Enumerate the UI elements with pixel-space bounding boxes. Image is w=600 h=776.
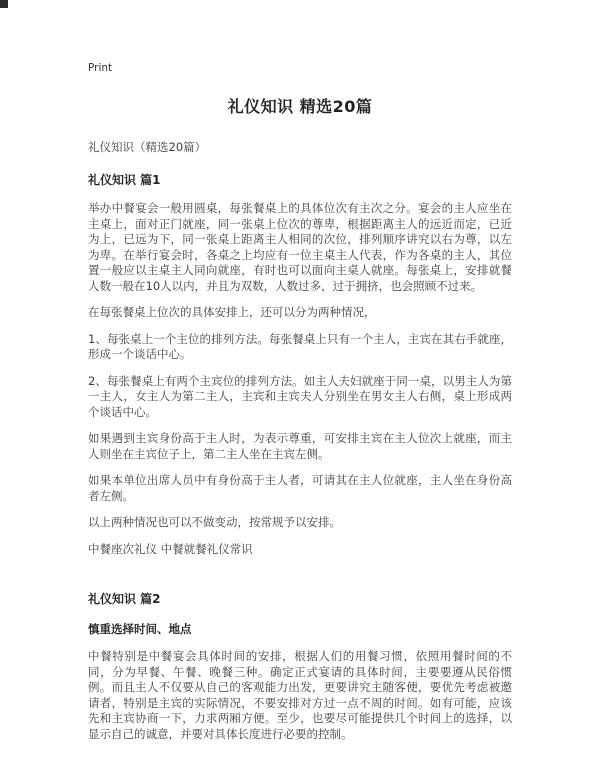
paragraph: 如果遇到主宾身份高于主人时，为表示尊重，可安排主宾在主人位次上就座，而主人则坐在主宾位子上，第二主人坐在主宾左侧。 bbox=[88, 431, 512, 461]
section2-heading: 礼仪知识 篇2 bbox=[88, 592, 161, 606]
paragraph: 在每张餐桌上位次的具体安排上，还可以分为两种情况， bbox=[88, 305, 376, 319]
paragraph: 2、每张餐桌上有两个主宾位的排列方法。如主人夫妇就座于同一桌，以男主人为第一主人，女主人为第二主人，主宾和主宾夫人分别坐在男女主人右侧，桌上形成两个谈话中心。 bbox=[88, 373, 512, 419]
corner-mark bbox=[0, 0, 8, 8]
paragraph: 中餐座次礼仪 中餐就餐礼仪常识 bbox=[88, 541, 253, 556]
paragraph: 举办中餐宴会一般用圆桌，每张餐桌上的具体位次有主次之分。宴会的主人应坐在主桌上，面对正门就座，同一张桌上位次的尊卑，根据距离主人的远近而定，已近为上，已远为下，同一张桌上距离主人相同的次位，排列顺序讲究以右为尊，以左为卑。在举行宴会时，各桌之上均应有一位主桌主人代表，作为各桌的主人，其位置一般应以主桌主人同向就座，有时也可以面向主桌人就座。每张桌上，安排就餐人数一般在10人以内，并且为双数，人数过多，过于拥挤，也会照顾不过来。 bbox=[88, 201, 512, 293]
paragraph: 如果本单位出席人员中有身份高于主人者，可请其在主人位就座，主人坐在身份高者左侧。 bbox=[88, 473, 512, 503]
section2-subheading: 慎重选择时间、地点 bbox=[88, 622, 192, 636]
section1-heading: 礼仪知识 篇1 bbox=[88, 173, 161, 187]
page-title: 礼仪知识 精选20篇 bbox=[227, 97, 373, 116]
print-button[interactable]: Print bbox=[88, 62, 113, 74]
paragraph: 中餐特别是中餐宴会具体时间的安排，根据人们的用餐习惯，依照用餐时间的不同，分为早餐、午餐、晚餐三种。确定正式宴请的具体时间，主要要遵从民俗惯例。而且主人不仅要从自己的客观能力出发，更要讲究主随客便，要优先考虑被邀请者，特别是主宾的实际情况，不要安排对方过一点不周的时间。如有可能，应该先和主宾协商一下，力求两厢方便。至少，也要尽可能提供几个时间上的选择，以显示自己的诚意，并要对具体长度进行必要的控制。 bbox=[88, 649, 512, 741]
paragraph: 以上两种情况也可以不做变动，按常规予以安排。 bbox=[88, 515, 341, 529]
doc-intro: 礼仪知识（精选20篇） bbox=[88, 140, 207, 154]
section-spacer bbox=[88, 568, 512, 576]
paragraph: 1、每张桌上一个主位的排列方法。每张餐桌上只有一个主人，主宾在其右手就座，形成一个谈话中心。 bbox=[88, 331, 512, 361]
